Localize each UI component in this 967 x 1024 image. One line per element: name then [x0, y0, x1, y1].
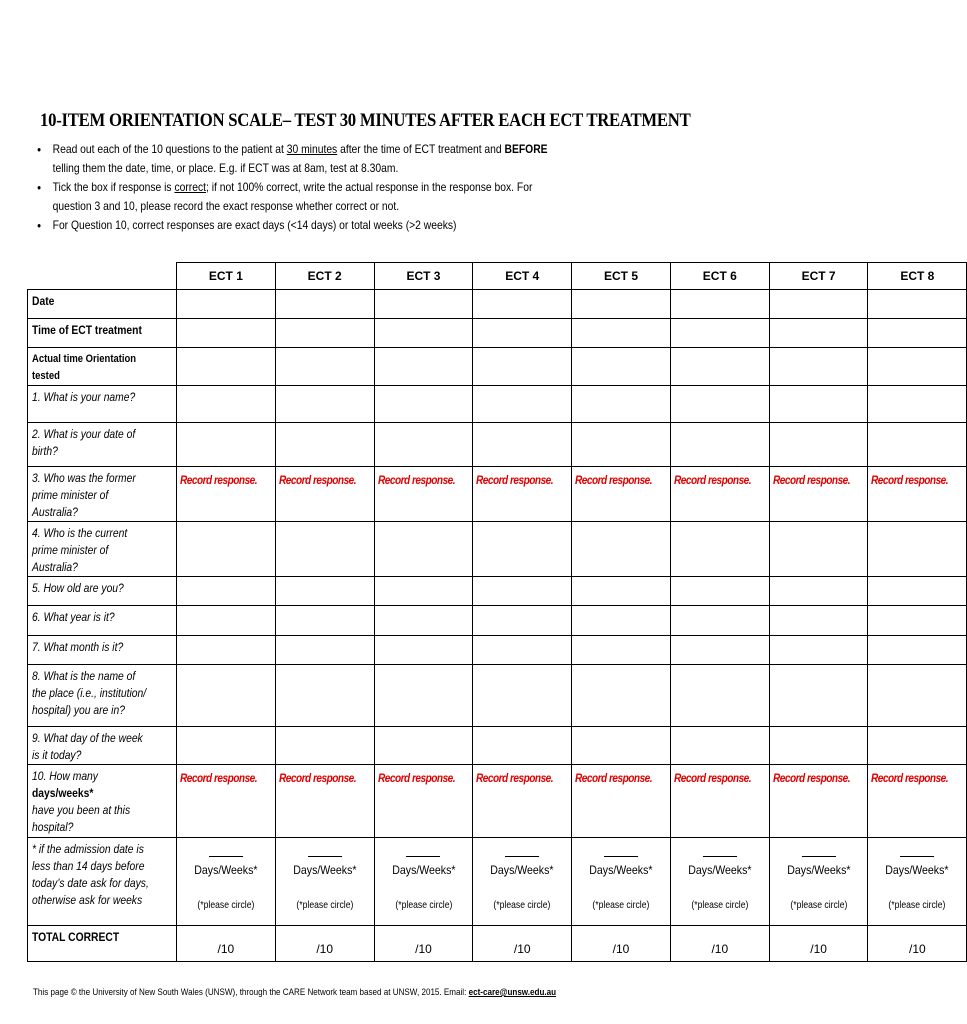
response-cell-q4-ect2[interactable] — [275, 522, 374, 577]
days-weeks-label: Days/Weeks* — [786, 863, 851, 877]
response-cell-q2-ect7[interactable] — [769, 423, 868, 467]
row-label-text: Actual time Orientation tested — [32, 353, 137, 382]
response-cell-q1-ect1[interactable] — [177, 386, 276, 423]
response-cell-q10-ect1[interactable] — [177, 765, 276, 838]
response-cell-q3-ect1[interactable] — [177, 467, 276, 522]
column-header-ect4: ECT 4 — [473, 263, 572, 290]
response-cell-q2-ect2[interactable] — [275, 423, 374, 467]
total-cell-ect3[interactable]: /10 — [374, 926, 473, 962]
response-cell-q6-ect4[interactable] — [473, 606, 572, 636]
response-cell-date-ect1[interactable] — [177, 290, 276, 319]
response-cell-q7-ect3[interactable] — [374, 636, 473, 665]
row-label-text: 9. What day of the week is it today? — [32, 731, 143, 762]
record-response-prompt: Record response. — [772, 771, 850, 785]
response-cell-q1-ect3[interactable] — [374, 386, 473, 423]
response-cell-q2-ect8[interactable] — [868, 423, 967, 467]
row-label-q8 — [28, 665, 177, 727]
response-cell-q3-ect3[interactable] — [374, 467, 473, 522]
response-cell-q4-ect4[interactable] — [473, 522, 572, 577]
row-label-bold: days/weeks* — [32, 786, 94, 800]
response-cell-q2-ect3[interactable] — [374, 423, 473, 467]
row-label-text: have you been at this hospital? — [32, 803, 131, 834]
instruction-item — [32, 140, 560, 178]
response-cell-q4-ect8[interactable] — [868, 522, 967, 577]
instruction-bold: BEFORE — [504, 142, 548, 156]
response-cell-q5-ect1[interactable] — [177, 577, 276, 606]
total-cell-ect5[interactable]: /10 — [572, 926, 671, 962]
days-weeks-label: Days/Weeks* — [589, 863, 653, 877]
instruction-item — [32, 178, 560, 216]
response-cell-q6-ect8[interactable] — [868, 606, 967, 636]
row-label-date — [28, 290, 177, 319]
response-cell-q2-ect1[interactable] — [177, 423, 276, 467]
instruction-list — [32, 140, 552, 235]
page-title: 10-ITEM ORIENTATION SCALE– TEST 30 MINUTES AFTER EACH ECT TREATMENT — [40, 110, 691, 131]
total-cell-ect1[interactable]: /10 — [177, 926, 276, 962]
total-cell-ect8[interactable]: /10 — [868, 926, 967, 962]
row-label-q7 — [28, 636, 177, 665]
days-weeks-label: Days/Weeks* — [194, 863, 258, 877]
footer-email-link[interactable]: ect-care@unsw.edu.au — [468, 987, 557, 998]
response-cell-q7-ect1[interactable] — [177, 636, 276, 665]
response-cell-q3-ect4[interactable] — [473, 467, 572, 522]
days-weeks-label: Days/Weeks* — [391, 863, 456, 877]
instruction-text: after the time of ECT treatment and — [337, 142, 505, 156]
response-cell-date-ect2[interactable] — [275, 290, 374, 319]
orientation-form-table — [27, 262, 967, 962]
days-weeks-cell-ect8[interactable] — [868, 838, 967, 926]
response-cell-q10-ect6[interactable] — [670, 765, 769, 838]
column-header-ect7: ECT 7 — [769, 263, 868, 290]
response-cell-q1-ect4[interactable] — [473, 386, 572, 423]
record-response-prompt: Record response. — [673, 771, 752, 785]
days-weeks-cell-ect1[interactable] — [177, 838, 276, 926]
row-label-actual_time — [28, 348, 177, 386]
row-label-text: * if the admission date is less than 14 days before today’s date ask for days, otherwise ask for weeks — [32, 842, 149, 907]
response-cell-actual_time-ect6[interactable] — [670, 348, 769, 386]
row-label-text: Date — [32, 294, 55, 308]
record-response-prompt: Record response. — [575, 771, 653, 785]
days-weeks-cell-ect6[interactable] — [670, 838, 769, 926]
response-cell-actual_time-ect2[interactable] — [275, 348, 374, 386]
response-cell-actual_time-ect8[interactable] — [868, 348, 967, 386]
row-label-q1 — [28, 386, 177, 423]
instruction-text: Read out each of the 10 questions to the patient at — [52, 142, 287, 156]
response-cell-q6-ect3[interactable] — [374, 606, 473, 636]
response-cell-q6-ect2[interactable] — [275, 606, 374, 636]
instruction-text: ; if not 100% correct, write the actual response in the response box. For question 3 and 10, please record the exact response whether correct or not. — [52, 180, 533, 213]
days-weeks-cell-ect7[interactable] — [769, 838, 868, 926]
row-label-q2 — [28, 423, 177, 467]
row-label-q4 — [28, 522, 177, 577]
write-line — [604, 850, 638, 857]
row-label-note — [28, 838, 177, 926]
response-cell-q4-ect1[interactable] — [177, 522, 276, 577]
response-cell-q8-ect3[interactable] — [374, 665, 473, 727]
row-label-text: 4. Who is the current prime minister of Australia? — [32, 526, 128, 574]
response-cell-q2-ect4[interactable] — [473, 423, 572, 467]
row-label-q6 — [28, 606, 177, 636]
row-label-time_ect — [28, 319, 177, 348]
row-label-total — [28, 926, 177, 962]
response-cell-q9-ect7[interactable] — [769, 727, 868, 765]
response-cell-q7-ect5[interactable] — [572, 636, 671, 665]
response-cell-actual_time-ect3[interactable] — [374, 348, 473, 386]
response-cell-q1-ect6[interactable] — [670, 386, 769, 423]
row-label-text: 5. How old are you? — [32, 581, 124, 595]
response-cell-q4-ect6[interactable] — [670, 522, 769, 577]
response-cell-date-ect4[interactable] — [473, 290, 572, 319]
response-cell-q7-ect4[interactable] — [473, 636, 572, 665]
column-header-ect8: ECT 8 — [868, 263, 967, 290]
response-cell-time_ect-ect3[interactable] — [374, 319, 473, 348]
response-cell-q9-ect3[interactable] — [374, 727, 473, 765]
instruction-text: telling them the date, time, or place. E.g. if ECT was at 8am, test at 8.30am. — [52, 161, 399, 175]
response-cell-q5-ect5[interactable] — [572, 577, 671, 606]
days-weeks-label: Days/Weeks* — [490, 863, 554, 877]
record-response-prompt: Record response. — [575, 473, 653, 487]
row-label-text: 3. Who was the former prime minister of Australia? — [32, 471, 136, 519]
total-cell-ect6[interactable]: /10 — [670, 926, 769, 962]
response-cell-q5-ect2[interactable] — [275, 577, 374, 606]
write-line — [209, 850, 243, 857]
days-weeks-label: Days/Weeks* — [293, 863, 357, 877]
please-circle-label: (*please circle) — [790, 899, 848, 911]
total-cell-ect4[interactable]: /10 — [473, 926, 572, 962]
response-cell-date-ect5[interactable] — [572, 290, 671, 319]
response-cell-time_ect-ect7[interactable] — [769, 319, 868, 348]
please-circle-label: (*please circle) — [296, 899, 354, 911]
column-header-ect3: ECT 3 — [374, 263, 473, 290]
row-label-q10 — [28, 765, 177, 838]
days-weeks-label: Days/Weeks* — [688, 863, 752, 877]
record-response-prompt: Record response. — [377, 771, 455, 785]
row-label-text: 1. What is your name? — [32, 390, 136, 404]
response-cell-q4-ect3[interactable] — [374, 522, 473, 577]
response-cell-q8-ect4[interactable] — [473, 665, 572, 727]
total-cell-ect7[interactable]: /10 — [769, 926, 868, 962]
response-cell-q8-ect6[interactable] — [670, 665, 769, 727]
write-line — [703, 850, 737, 857]
header-corner — [28, 263, 177, 290]
response-cell-q6-ect6[interactable] — [670, 606, 769, 636]
response-cell-q1-ect8[interactable] — [868, 386, 967, 423]
row-label-q5 — [28, 577, 177, 606]
days-weeks-cell-ect2[interactable] — [275, 838, 374, 926]
write-line — [308, 850, 342, 857]
response-cell-q9-ect6[interactable] — [670, 727, 769, 765]
write-line — [802, 850, 836, 857]
response-cell-q5-ect3[interactable] — [374, 577, 473, 606]
response-cell-q3-ect5[interactable] — [572, 467, 671, 522]
response-cell-q2-ect5[interactable] — [572, 423, 671, 467]
response-cell-q5-ect7[interactable] — [769, 577, 868, 606]
response-cell-q4-ect7[interactable] — [769, 522, 868, 577]
response-cell-time_ect-ect5[interactable] — [572, 319, 671, 348]
record-response-prompt: Record response. — [377, 473, 455, 487]
response-cell-q8-ect1[interactable] — [177, 665, 276, 727]
record-response-prompt: Record response. — [180, 771, 258, 785]
record-response-prompt: Record response. — [871, 473, 949, 487]
response-cell-q7-ect2[interactable] — [275, 636, 374, 665]
response-cell-q8-ect2[interactable] — [275, 665, 374, 727]
please-circle-label: (*please circle) — [592, 899, 650, 911]
response-cell-actual_time-ect4[interactable] — [473, 348, 572, 386]
instruction-underline: correct — [174, 180, 206, 194]
response-cell-q1-ect2[interactable] — [275, 386, 374, 423]
row-label-q3 — [28, 467, 177, 522]
response-cell-q9-ect8[interactable] — [868, 727, 967, 765]
response-cell-q3-ect6[interactable] — [670, 467, 769, 522]
row-label-text: 10. How many — [32, 769, 98, 783]
days-weeks-cell-ect3[interactable] — [374, 838, 473, 926]
response-cell-date-ect6[interactable] — [670, 290, 769, 319]
instruction-text: For Question 10, correct responses are exact days (<14 days) or total weeks (>2 weeks) — [52, 218, 457, 232]
instruction-underline: 30 minutes — [286, 142, 338, 156]
response-cell-q9-ect4[interactable] — [473, 727, 572, 765]
total-cell-ect2[interactable]: /10 — [275, 926, 374, 962]
response-cell-q7-ect6[interactable] — [670, 636, 769, 665]
response-cell-q1-ect7[interactable] — [769, 386, 868, 423]
response-cell-q8-ect5[interactable] — [572, 665, 671, 727]
write-line — [505, 850, 539, 857]
row-label-text: TOTAL CORRECT — [32, 930, 120, 944]
response-cell-q10-ect4[interactable] — [473, 765, 572, 838]
record-response-prompt: Record response. — [871, 771, 949, 785]
response-cell-q10-ect7[interactable] — [769, 765, 868, 838]
response-cell-q7-ect7[interactable] — [769, 636, 868, 665]
response-cell-time_ect-ect1[interactable] — [177, 319, 276, 348]
response-cell-q9-ect2[interactable] — [275, 727, 374, 765]
row-label-text: Time of ECT treatment — [32, 323, 142, 337]
response-cell-q2-ect6[interactable] — [670, 423, 769, 467]
response-cell-q8-ect7[interactable] — [769, 665, 868, 727]
response-cell-q3-ect8[interactable] — [868, 467, 967, 522]
please-circle-label: (*please circle) — [888, 899, 946, 911]
response-cell-q10-ect5[interactable] — [572, 765, 671, 838]
column-header-ect1: ECT 1 — [177, 263, 276, 290]
response-cell-q5-ect8[interactable] — [868, 577, 967, 606]
response-cell-date-ect8[interactable] — [868, 290, 967, 319]
write-line — [406, 850, 440, 857]
response-cell-q6-ect1[interactable] — [177, 606, 276, 636]
response-cell-q10-ect3[interactable] — [374, 765, 473, 838]
response-cell-q6-ect5[interactable] — [572, 606, 671, 636]
record-response-prompt: Record response. — [476, 771, 554, 785]
response-cell-q10-ect8[interactable] — [868, 765, 967, 838]
response-cell-q3-ect2[interactable] — [275, 467, 374, 522]
please-circle-label: (*please circle) — [394, 899, 452, 911]
response-cell-q6-ect7[interactable] — [769, 606, 868, 636]
response-cell-q5-ect4[interactable] — [473, 577, 572, 606]
please-circle-label: (*please circle) — [197, 899, 255, 911]
record-response-prompt: Record response. — [772, 473, 850, 487]
response-cell-q4-ect5[interactable] — [572, 522, 671, 577]
record-response-prompt: Record response. — [278, 771, 356, 785]
response-cell-date-ect7[interactable] — [769, 290, 868, 319]
response-cell-time_ect-ect8[interactable] — [868, 319, 967, 348]
record-response-prompt: Record response. — [180, 473, 258, 487]
instruction-text: Tick the box if response is — [52, 180, 175, 194]
response-cell-q10-ect2[interactable] — [275, 765, 374, 838]
days-weeks-cell-ect4[interactable] — [473, 838, 572, 926]
row-label-text: 2. What is your date of birth? — [32, 427, 136, 458]
response-cell-time_ect-ect4[interactable] — [473, 319, 572, 348]
response-cell-date-ect3[interactable] — [374, 290, 473, 319]
write-line — [900, 850, 934, 857]
response-cell-actual_time-ect7[interactable] — [769, 348, 868, 386]
response-cell-time_ect-ect6[interactable] — [670, 319, 769, 348]
record-response-prompt: Record response. — [278, 473, 356, 487]
instruction-item — [32, 216, 560, 235]
days-weeks-cell-ect5[interactable] — [572, 838, 671, 926]
response-cell-q7-ect8[interactable] — [868, 636, 967, 665]
days-weeks-label: Days/Weeks* — [885, 863, 949, 877]
row-label-text: 6. What year is it? — [32, 610, 115, 624]
response-cell-q9-ect1[interactable] — [177, 727, 276, 765]
footer — [33, 987, 556, 998]
record-response-prompt: Record response. — [476, 473, 554, 487]
response-cell-q9-ect5[interactable] — [572, 727, 671, 765]
please-circle-label: (*please circle) — [691, 899, 749, 911]
response-cell-q1-ect5[interactable] — [572, 386, 671, 423]
row-label-q9 — [28, 727, 177, 765]
response-cell-actual_time-ect1[interactable] — [177, 348, 276, 386]
row-label-text: 7. What month is it? — [32, 640, 124, 654]
row-label-text: 8. What is the name of the place (i.e., institution/ hospital) you are in? — [32, 669, 147, 717]
response-cell-q8-ect8[interactable] — [868, 665, 967, 727]
please-circle-label: (*please circle) — [493, 899, 551, 911]
column-header-ect2: ECT 2 — [275, 263, 374, 290]
footer-text: This page © the University of New South Wales (UNSW), through the CARE Network team based at UNSW, 2015. Email: — [33, 987, 469, 998]
column-header-ect6: ECT 6 — [670, 263, 769, 290]
response-cell-time_ect-ect2[interactable] — [275, 319, 374, 348]
response-cell-actual_time-ect5[interactable] — [572, 348, 671, 386]
column-header-ect5: ECT 5 — [572, 263, 671, 290]
record-response-prompt: Record response. — [673, 473, 752, 487]
response-cell-q5-ect6[interactable] — [670, 577, 769, 606]
response-cell-q3-ect7[interactable] — [769, 467, 868, 522]
